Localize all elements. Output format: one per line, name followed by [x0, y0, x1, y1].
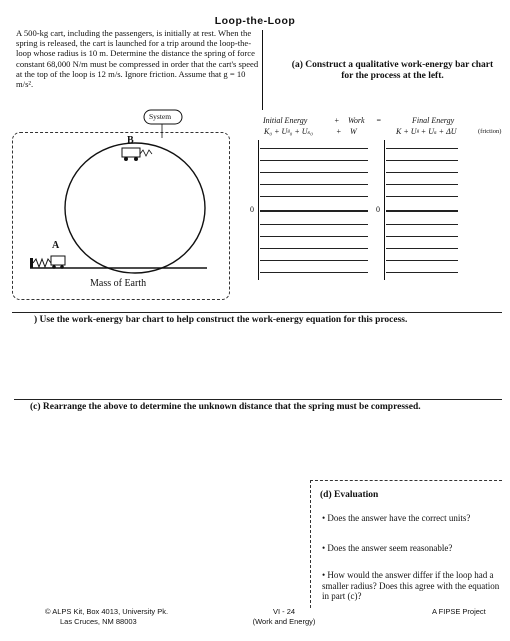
eval-item: • How would the answer differ if the loop had a smaller radius? Does this agree with the equation in part (c)?: [322, 570, 500, 601]
final-suffix: (friction): [478, 128, 502, 135]
zero-line-right: [386, 210, 458, 212]
final-energy-header: Final Energy: [412, 116, 455, 125]
system-label: System: [149, 112, 172, 121]
loop-circle: [65, 143, 205, 273]
work-term: W: [350, 127, 357, 136]
section-divider-1: [12, 312, 502, 313]
zero-label-right: 0: [376, 205, 380, 214]
earth-label: Mass of Earth: [90, 278, 147, 289]
chart-left-axis: [258, 140, 259, 280]
point-b-label: B: [127, 135, 134, 146]
initial-energy-header: Initial Energy: [263, 116, 308, 125]
zero-label-left: 0: [250, 205, 254, 214]
final-terms: K + Uᵍ + Uₛ + ΔU: [396, 127, 457, 136]
footer-address-2: Las Cruces, NM 88003: [60, 617, 137, 626]
zero-line-left: [260, 210, 368, 212]
part-a-prompt: (a) Construct a qualitative work-energy bar chart for the process at the left.: [291, 60, 494, 81]
problem-statement: A 500-kg cart, including the passengers, is initially at rest. When the spring is released, the cart is launched for a trip around the loop-the-loop whose radius is 10 m. Determine the distance the spring of force constant 68,000 N/m must be compressed in order that the cart's speed at the top of the loop is 12 m/s. Ignore friction. Assume that g = 10 m/s².: [16, 28, 259, 90]
part-c-prompt: (c) Rearrange the above to determine the unknown distance that the spring must be compressed.: [30, 402, 421, 412]
cart-top: [122, 148, 140, 157]
plus-sign-2: +: [336, 127, 342, 136]
plus-sign-1: +: [334, 116, 340, 125]
point-a-label: A: [52, 240, 60, 251]
part-b-prompt: ) Use the work-energy bar chart to help construct the work-energy equation for this process.: [34, 315, 408, 325]
footer-address-1: © ALPS Kit, Box 4013, University Pk.: [45, 607, 169, 616]
equals-sign: =: [376, 116, 382, 125]
initial-terms: K₀ + Uᵍ₀ + Uₛ₀: [264, 127, 314, 136]
page-title: Loop-the-Loop: [214, 15, 296, 27]
eval-item: • Does the answer seem reasonable?: [322, 543, 453, 553]
divider-top: [262, 30, 263, 110]
footer-section: (Work and Energy): [252, 617, 316, 626]
footer-page-number: VI - 24: [272, 607, 296, 616]
part-d-heading: (d) Evaluation: [320, 490, 379, 500]
work-header: Work: [348, 116, 365, 125]
footer-project: A FIPSE Project: [432, 607, 486, 616]
eval-item: • Does the answer have the correct units?: [322, 513, 471, 523]
cart-a: [51, 256, 65, 265]
section-divider-2: [14, 399, 502, 400]
chart-right-axis: [384, 140, 385, 280]
